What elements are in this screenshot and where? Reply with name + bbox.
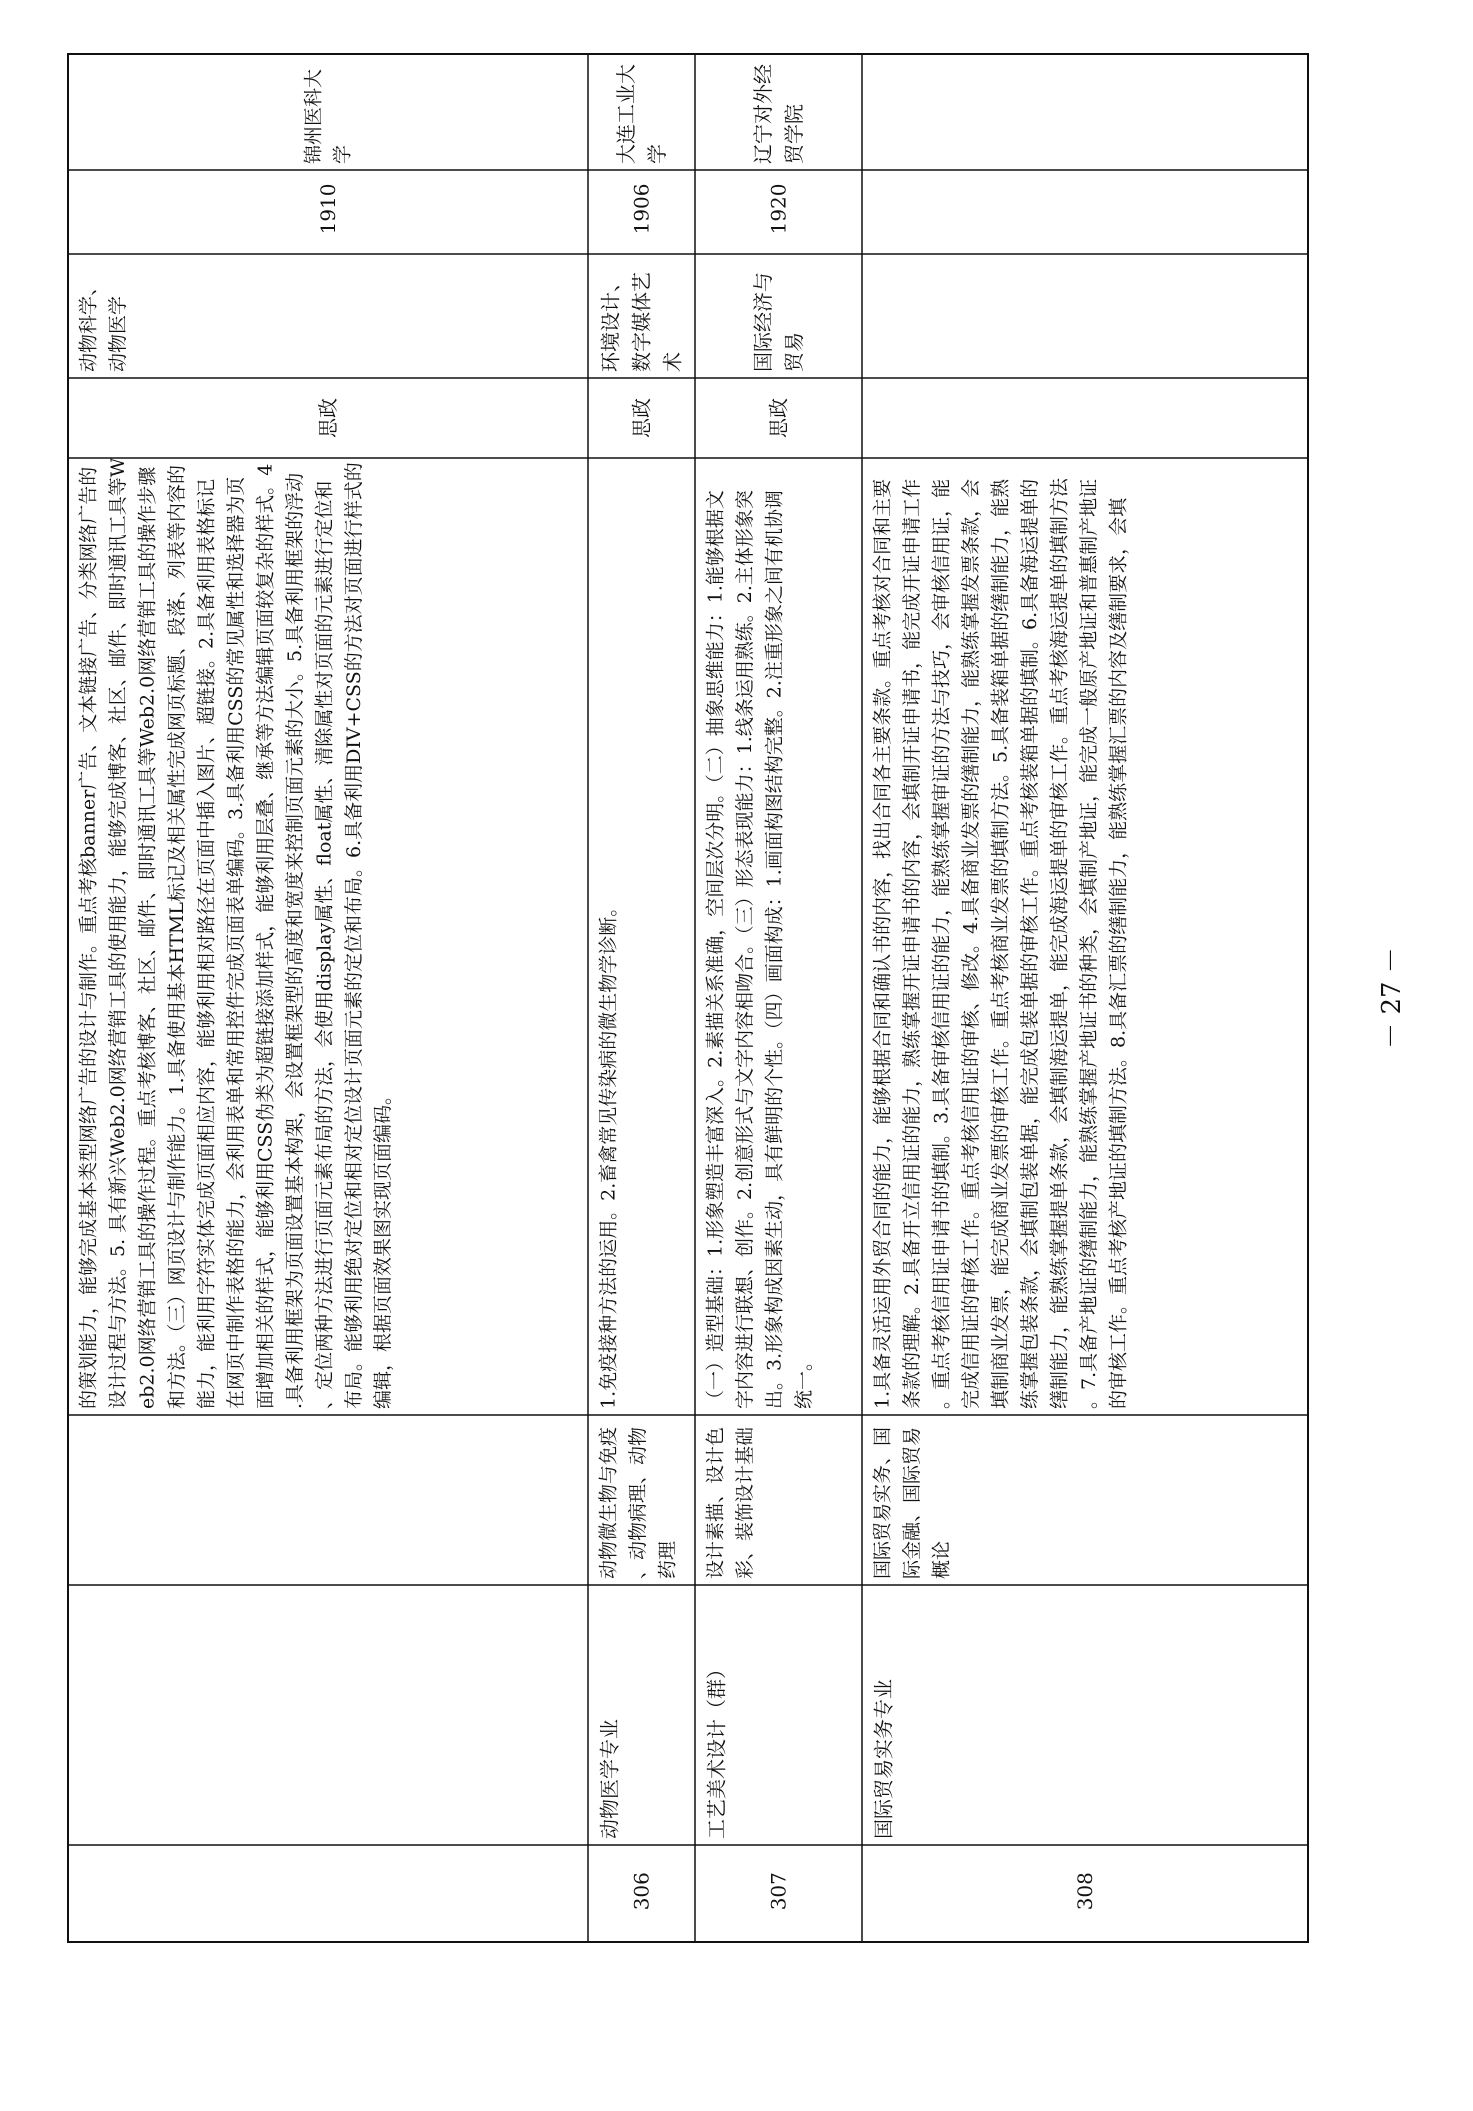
row-requirements-line: 完成信用证的审核工作。重点考核信用证的审核、修改。4.具备商业发票的缮制能力，能熟练掌握发票条款，会 [960, 478, 983, 1409]
row-requirements-line: 的审核工作。重点考核产地证的填制方法。8.具备汇票的缮制能力，能熟练掌握汇票的内容及缮制要求，会填 [1107, 497, 1130, 1409]
row-major-name-line: 环境设计、 [598, 272, 623, 372]
row-code [767, 183, 791, 234]
major-name-text-line: 动物科学、 [77, 276, 100, 372]
category-text [316, 398, 340, 438]
row-category [767, 398, 791, 438]
row-major-name-line: 术 [660, 352, 685, 372]
code-text-line: 1910 [316, 183, 340, 235]
major-name-text [78, 277, 130, 372]
row-major-line: 工艺美术设计（群） [704, 1659, 729, 1839]
requirements-text-line: 设计过程与方法。5. 具有新兴Web2.0网络营销工具的使用能力，能够完成博客、社区、邮件、即时通讯工具等W [107, 457, 130, 1409]
row-major-name-line: 数字媒体艺 [629, 272, 654, 372]
row-requirements [598, 898, 620, 1409]
requirements-text [78, 457, 395, 1409]
page-number-label: － 27 － [1377, 947, 1407, 1049]
row-major [872, 1679, 896, 1839]
row-requirements [872, 477, 1130, 1409]
row-requirements-line: 条款的理解。2.具备开立信用证的能力，熟练掌握开证申请书的内容，会填制开证申请书，能完成开证申请工作 [901, 478, 924, 1409]
requirements-text-line: 在网页中制作表格的能力，会利用表单和常用控件完成页面表单编码。3.具备利用CSS的常见属性和选择器为页 [225, 476, 247, 1409]
requirements-text-line: 编辑，根据页面效果图实现页面编码。 [372, 1085, 395, 1409]
school-text-line: 锦州医科大 [302, 68, 325, 164]
row-requirements-line: 1.免疫接种方法的运用。2.畜禽常见传染病的微生物学诊断。 [597, 897, 620, 1409]
row-requirements-line: 出。3.形象构成因素生动，具有鲜明的个性。（四）画面构成：1.画面构图结构完整。2.注重形象之间有机协调 [763, 490, 786, 1409]
row-requirements-line: 字内容进行联想、创作。2.创意形式与文字内容相吻合。（三）形态表现能力：1.线条运用熟练。2.主体形象突 [734, 490, 757, 1409]
row-seq-line: 306 [629, 1872, 654, 1911]
row-major [705, 1659, 729, 1839]
row-requirements-line: 统一。 [793, 1351, 816, 1409]
row-major-name [599, 272, 685, 372]
row-code-line: 1920 [766, 183, 791, 235]
row-subjects-line: 际金融、国际贸易 [901, 1426, 924, 1579]
row-subjects [872, 1427, 953, 1579]
row-requirements-line: 练掌握包装条款，会填制包装单据，能完成包装单据的审核工作。重点考核装箱单据的填制。6.具备海运提单的 [1019, 478, 1041, 1409]
row-subjects-line: 彩、装饰设计基础 [734, 1426, 757, 1579]
requirements-text-line: 面增加相关的样式，能够利用CSS伪类为超链接添加样式，能够利用层叠、继承等方法编辑页面较复杂的样式。4 [254, 463, 277, 1409]
row-school-line: 学 [645, 144, 669, 164]
row-subjects [705, 1427, 757, 1579]
row-school-line: 贸学院 [782, 104, 806, 164]
row-subjects-line: 设计素描、设计色 [704, 1426, 727, 1579]
row-school-line: 辽宁对外经 [751, 64, 775, 164]
requirements-text-line: 的策划能力，能够完成基本类型网络广告的设计与制作。重点考核banner广告、文本链接广告、分类网络广告的 [77, 466, 100, 1409]
row-seq [1073, 1872, 1097, 1910]
row-requirements-line: 。重点考核信用证申请书的填制。3.具备审核信用证的能力，能熟练掌握审证的方法与技巧，会审核信用证，能 [930, 478, 953, 1409]
row-requirements [704, 490, 815, 1409]
row-requirements-line: 1.具备灵活运用外贸合同的能力，能够根据合同和确认书的内容，找出合同各主要条款。重点考核对合同和主要 [871, 478, 894, 1409]
row-category [630, 398, 654, 438]
page-number [1377, 947, 1407, 1049]
row-requirements-line: 。7.具备产地证的缮制能力，能熟练掌握产地证书的种类，会填制产地证，能完成一般原产地证和普惠制产地证 [1077, 478, 1100, 1409]
requirements-text-line: 、定位两种方法进行页面元素布局的方法，会使用display属性、float属性、清除属性对页面的元素进行定位和 [313, 480, 336, 1409]
row-seq-line: 307 [766, 1872, 791, 1911]
requirements-text-line: eb2.0网络营销工具的操作过程。重点考核博客、社区、邮件、即时通讯工具等Web2.0网络营销工具的操作步骤 [136, 466, 159, 1409]
row-subjects-line: 动物微生物与免疫 [597, 1426, 620, 1579]
school-text-line: 学 [331, 144, 354, 164]
row-major-name-line: 贸易 [782, 332, 806, 372]
row-code-line: 1906 [629, 183, 654, 235]
row-seq-line: 308 [1073, 1872, 1097, 1911]
requirements-text-line: 布局。能够利用绝对定位和相对定位设计页面元素的定位和布局。6.具备利用DIV+CSS的方法对页面进行样式的 [342, 462, 365, 1409]
row-major-name [751, 272, 806, 372]
row-seq [767, 1872, 791, 1910]
row-requirements-line: 填制商业发票，能完成商业发票的审核工作。重点考核商业发票的填制方法。5.具备装箱单据的缮制能力，能熟 [989, 478, 1012, 1409]
row-major-name-line: 国际经济与 [751, 272, 775, 372]
school-text [302, 69, 353, 164]
row-seq [630, 1872, 654, 1910]
row-subjects-line: 概论 [930, 1540, 953, 1579]
row-requirements-line: （一）造型基础：1.形象塑造丰富深入。2.素描关系准确，空间层次分明。（二）抽象思维能力：1.能够根据文 [704, 490, 727, 1409]
row-major-line: 国际贸易实务专业 [871, 1679, 896, 1839]
row-major-line: 动物医学专业 [597, 1719, 622, 1839]
code-text [316, 183, 340, 234]
row-code [630, 183, 654, 234]
row-category-line: 思政 [766, 398, 791, 438]
row-subjects-line: 、动物病理、动物 [627, 1426, 650, 1579]
row-school [751, 64, 806, 164]
category-text-line: 思政 [316, 398, 340, 438]
row-school [614, 64, 669, 164]
row-subjects [598, 1427, 679, 1579]
row-school-line: 大连工业大 [614, 64, 638, 164]
row-subjects-line: 国际贸易实务、国 [871, 1426, 894, 1579]
requirements-text-line: 和方法。（三）网页设计与制作能力。1.具备使用基本HTML标记及相关属性完成网页标题、段落、列表等内容的 [166, 465, 189, 1409]
table-content [78, 64, 1130, 1910]
row-category-line: 思政 [629, 398, 654, 438]
major-name-text-line: 动物医学 [107, 295, 130, 372]
row-major [598, 1719, 622, 1839]
row-requirements-line: 缮制能力，能熟练掌握提单条款，会填制海运提单，能完成海运提单的审核工作。重点考核海运提单的填制方法 [1048, 477, 1071, 1409]
requirements-text-line: 能力，能利用字符实体完成页面相应内容，能够利用相对路径在页面中插入图片、超链接。2.具备利用表格标记 [195, 478, 218, 1409]
requirements-text-line: .具备利用框架为页面设置基本构架，会设置框架型的高度和宽度来控制页面元素的大小。5.具备利用框架的浮动 [283, 472, 306, 1409]
row-subjects-line: 药理 [656, 1540, 679, 1579]
